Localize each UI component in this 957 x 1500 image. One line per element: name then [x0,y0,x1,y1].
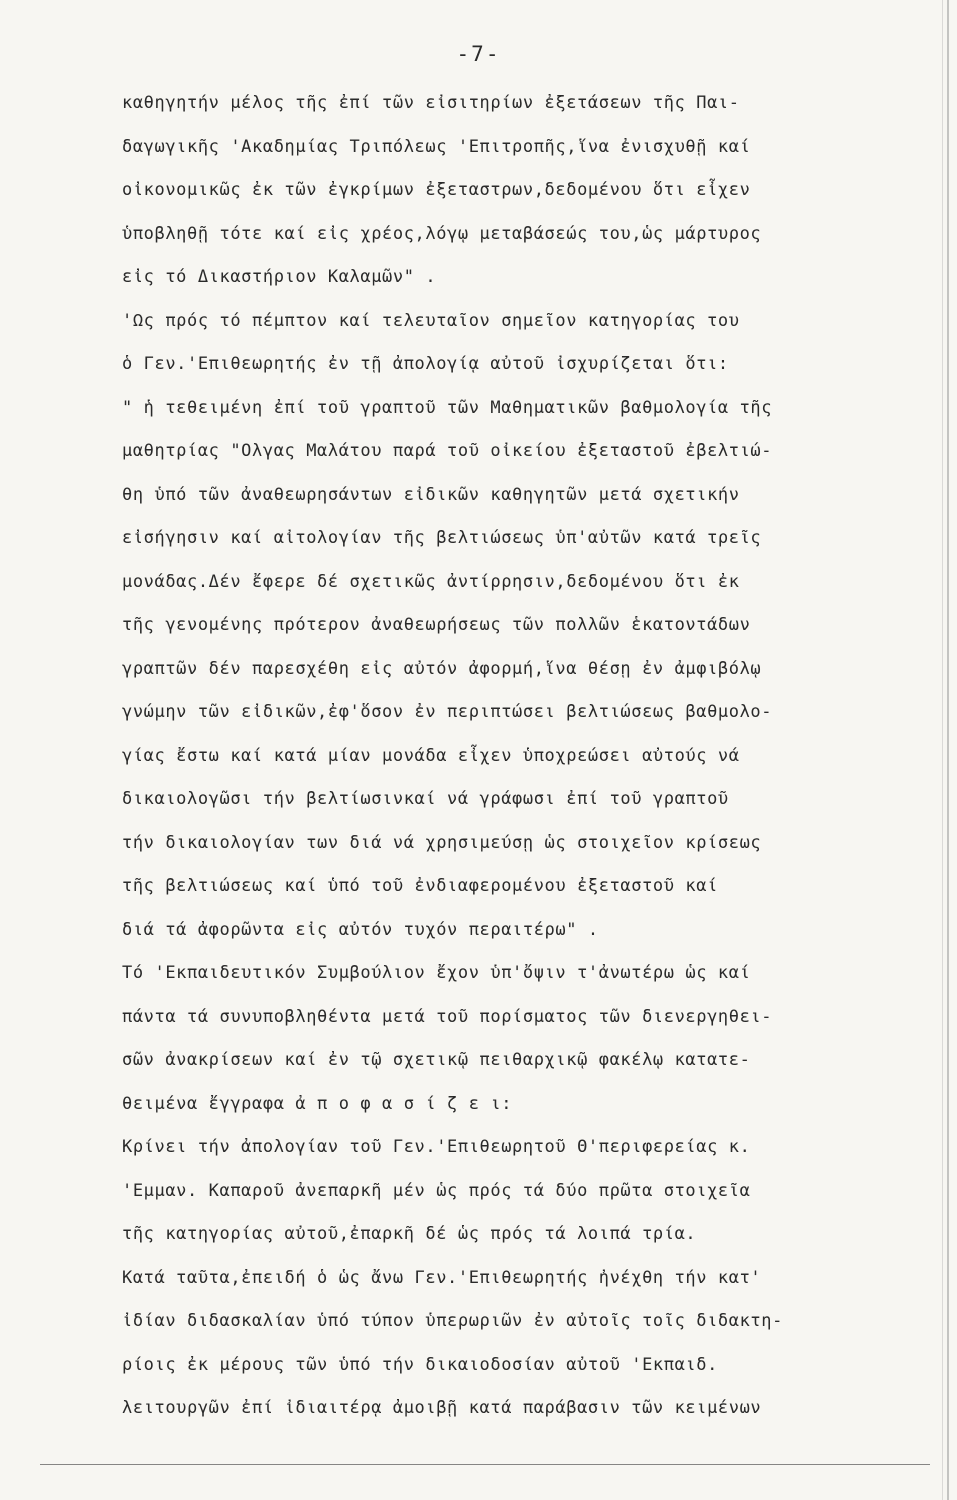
text-line: δαγωγικῆς 'Ακαδημίας Τριπόλεως 'Επιτροπῆς,ἵνα ἐνισχυθῇ καί [122,136,751,157]
text-line: εἰσήγησιν καί αἰτολογίαν τῆς βελτιώσεως ὑπ'αὐτῶν κατά τρεῖς [122,528,762,548]
text-line: ρίοις ἐκ μέρους τῶν ὑπό τήν δικαιοδοσίαν αὐτοῦ 'Εκπαιδ. [122,1354,718,1375]
text-line: Κατά ταῦτα,ἐπειδή ὁ ὡς ἄνω Γεν.'Επιθεωρητής ἠνέχθη τήν κατ' [122,1267,762,1288]
text-line: ἰδίαν διδασκαλίαν ὑπό τύπον ὑπερωριῶν ἐν αὐτοῖς τοῖς διδακτη- [122,1311,783,1331]
text-line: " ἡ τεθειμένη ἐπί τοῦ γραπτοῦ τῶν Μαθηματικῶν βαθμολογία τῆς [122,397,773,418]
page-number: -7- [456,42,501,66]
text-line: ὑποβληθῇ τότε καί εἰς χρέος,λόγῳ μεταβάσεώς του,ὡς μάρτυρος [122,223,762,244]
text-line: οἰκονομικῶς ἐκ τῶν ἐγκρίμων ἐξεταστρων,δεδομένου ὅτι εἶχεν [122,180,751,200]
text-line: τήν δικαιολογίαν των διά νά χρησιμεύσῃ ὡς στοιχεῖον κρίσεως [122,832,762,853]
text-line: γνώμην τῶν εἰδικῶν,ἐφ'ὅσον ἐν περιπτώσει βελτιώσεως βαθμολο- [122,702,773,722]
page-edge-line [947,0,949,1500]
text-line: ὁ Γεν.'Επιθεωρητής ἐν τῇ ἀπολογίᾳ αὐτοῦ ἰσχυρίζεται ὅτι: [122,354,729,374]
text-line: πάντα τά συνυποβληθέντα μετά τοῦ πορίσματος τῶν διενεργηθει- [122,1006,773,1027]
text-line: διά τά ἀφορῶντα εἰς αὐτόν τυχόν περαιτέρω" . [122,919,599,940]
text-line: τῆς κατηγορίας αὐτοῦ,ἐπαρκῆ δέ ὡς πρός τά λοιπά τρία. [122,1224,697,1244]
text-line: 'Εμμαν. Καπαροῦ ἀνεπαρκῆ μέν ὡς πρός τά δύο πρῶτα στοιχεῖα [122,1180,751,1201]
text-line: σῶν ἀνακρίσεων καί ἐν τῷ σχετικῷ πειθαρχικῷ φακέλῳ κατατε- [122,1050,751,1070]
text-line: μονάδας.Δέν ἔφερε δέ σχετικῶς ἀντίρρησιν,δεδομένου ὅτι ἐκ [122,571,740,592]
text-line: Τό 'Εκπαιδευτικόν Συμβούλιον ἔχον ὑπ'ὄψιν τ'ἀνωτέρω ὡς καί [122,963,751,983]
page-edge-line-secondary [942,0,943,1500]
text-line: γραπτῶν δέν παρεσχέθη εἰς αὐτόν ἀφορμή,ἵνα θέσῃ ἐν ἀμφιβόλῳ [122,658,762,679]
text-line: δικαιολογῶσι τήν βελτίωσινκαί νά γράφωσι ἐπί τοῦ γραπτοῦ [122,789,729,809]
text-line: θειμένα ἔγγραφα ἀ π ο φ α σ ί ζ ε ι: [122,1093,513,1114]
text-line: μαθητρίας "Ολγας Μαλάτου παρά τοῦ οἰκείου ἐξεταστοῦ ἐβελτιώ- [122,441,773,461]
text-line: καθηγητήν μέλος τῆς ἐπί τῶν εἰσιτηρίων ἐξετάσεων τῆς Παι- [122,93,740,113]
text-line: θη ὑπό τῶν ἀναθεωρησάντων εἰδικῶν καθηγητῶν μετά σχετικήν [122,484,740,505]
text-line: λειτουργῶν ἐπί ἰδιαιτέρᾳ ἀμοιβῇ κατά παράβασιν τῶν κειμένων [122,1398,762,1418]
text-line: εἰς τό Δικαστήριον Καλαμῶν" . [122,267,437,287]
text-line: τῆς γενομένης πρότερον ἀναθεωρήσεως τῶν πολλῶν ἑκατοντάδων [122,615,751,635]
text-line: 'Ως πρός τό πέμπτον καί τελευταῖον σημεῖον κατηγορίας του [122,310,740,331]
text-line: τῆς βελτιώσεως καί ὑπό τοῦ ἐνδιαφερομένου ἐξεταστοῦ καί [122,876,718,896]
text-line: Κρίνει τήν ἀπολογίαν τοῦ Γεν.'Επιθεωρητοῦ Θ'περιφερείας κ. [122,1137,751,1157]
text-line: γίας ἔστω καί κατά μίαν μονάδα εἶχεν ὑποχρεώσει αὐτούς νά [122,745,740,766]
footer-rule [40,1464,930,1465]
body-text [122,82,934,1431]
